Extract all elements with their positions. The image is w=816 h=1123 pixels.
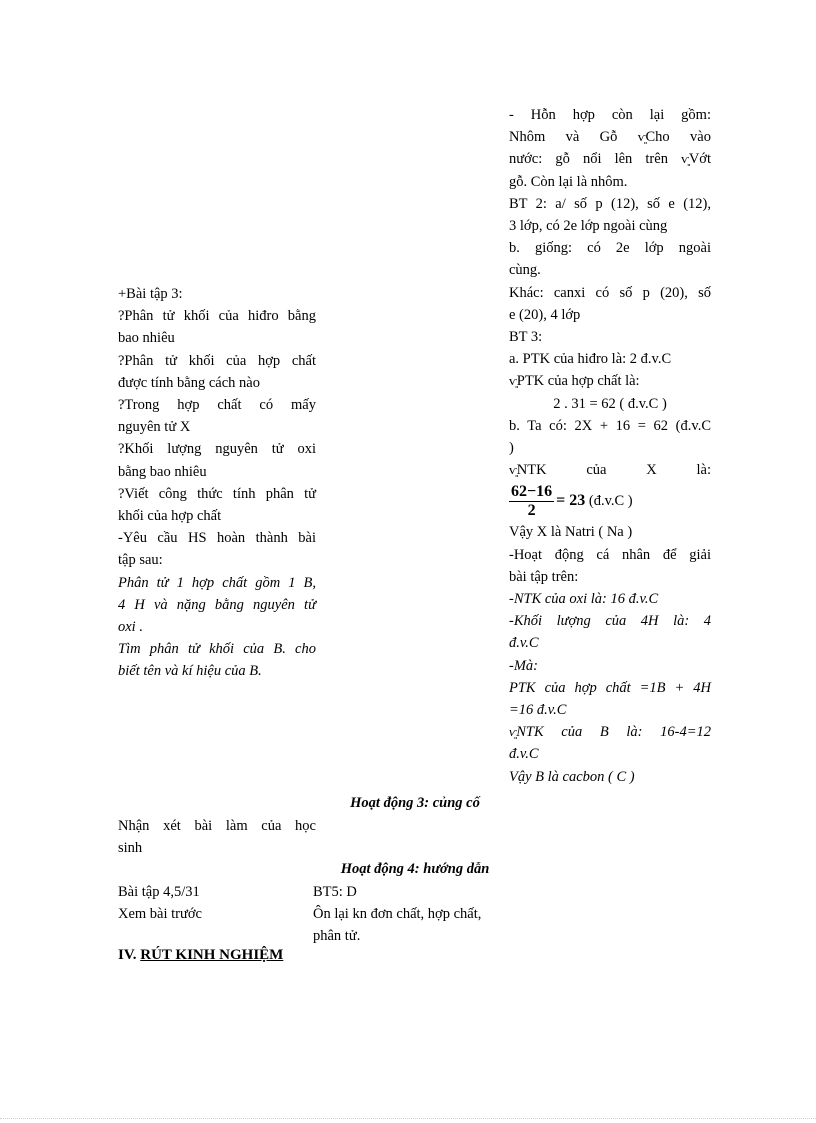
answer-line: ) (509, 440, 514, 457)
answer-line: gỗ. Còn lại là nhôm. (509, 173, 628, 190)
answer-line: 2 . 31 = 62 ( đ.v.C ) (553, 395, 667, 412)
answer-line: đ.v.C (509, 635, 539, 652)
question-line: ?Viết công thức tính phân tử (118, 485, 316, 502)
activity-4-left-1: Bài tập 4,5/31 (118, 884, 200, 900)
answer-line: =16 đ.v.C (509, 702, 567, 719)
fraction-numerator: 62−16 (511, 483, 553, 501)
exercise-3-label: +Bài tập 3: (118, 286, 183, 302)
answer-line: ⱱ͈NTK của B là: 16-4=12 (509, 724, 711, 741)
answer-line: BT 3: (509, 329, 543, 346)
answer-line: PTK của hợp chất =1B + 4H (509, 679, 711, 696)
arrow-icon: ⱱ͈ (509, 373, 517, 389)
problem-line: oxi . (118, 619, 143, 636)
activity-4-right-2 (313, 903, 523, 947)
answer-line: cùng. (509, 262, 541, 279)
problem-line: biết tên và kí hiệu của B. (118, 663, 262, 680)
left-column-teacher-activities (118, 283, 316, 683)
answer-line: -Hoạt động cá nhân để giải (509, 546, 711, 563)
question-line: nguyên tử X (118, 419, 191, 436)
fraction-line (509, 483, 711, 520)
instruction-line: -Yêu cầu HS hoàn thành bài (118, 530, 316, 547)
arrow-icon: ⱱ͈ (509, 462, 517, 478)
section-iv-heading: IV. RÚT KINH NGHIỆM (118, 947, 284, 963)
answer-line: b. Ta có: 2X + 16 = 62 (đ.v.C (509, 417, 711, 434)
answer-line: -Khối lượng của 4H là: 4 (509, 613, 711, 630)
activity-4-line: Ôn lại kn đơn chất, hợp chất, (313, 906, 482, 922)
answer-line: Khác: canxi có số p (20), số (509, 284, 711, 301)
question-line: ?Phân tử khối của hiđro bằng (118, 308, 316, 325)
answer-line: e (20), 4 lớp (509, 306, 581, 323)
instruction-line: tập sau: (118, 552, 163, 569)
question-line: khối của hợp chất (118, 508, 222, 525)
answer-line: - Hỗn hợp còn lại gồm: (509, 107, 711, 123)
right-column-student-activities (509, 104, 711, 788)
page-bottom-divider (0, 1118, 816, 1119)
arrow-icon: ⱱ͈ (637, 129, 646, 145)
question-line: bằng bao nhiêu (118, 463, 207, 480)
activity-3-content (118, 815, 316, 859)
answer-line: -Mà: (509, 657, 538, 674)
answer-line: -NTK của oxi là: 16 đ.v.C (509, 591, 659, 608)
activity-4-right-1: BT5: D (313, 884, 357, 900)
activity-3-line: Nhận xét bài làm của học (118, 818, 316, 834)
problem-line: Tìm phân tử khối của B. cho (118, 641, 316, 658)
fraction (509, 483, 554, 520)
question-line: được tính bằng cách nào (118, 374, 260, 391)
answer-line: bài tập trên: (509, 568, 579, 585)
answer-line: Vậy B là cacbon ( C ) (509, 768, 635, 785)
answer-line: ⱱ͈NTK của X là: (509, 462, 712, 479)
activity-4-heading: Hoạt động 4: hướng dẫn (340, 861, 490, 877)
fraction-denominator: 2 (527, 502, 536, 520)
answer-line: Nhôm và Gỗ ⱱ͈Cho vào (509, 129, 711, 146)
answer-line: ⱱ͈PTK của hợp chất là: (509, 373, 640, 390)
activity-4-line: phân tử. (313, 928, 361, 945)
answer-line: a. PTK của hiđro là: 2 đ.v.C (509, 351, 672, 368)
answer-line: 3 lớp, có 2e lớp ngoài cùng (509, 218, 668, 235)
answer-line: BT 2: a/ số p (12), số e (12), (509, 195, 711, 212)
answer-line: nước: gỗ nổi lên trên ⱱ͈Vớt (509, 151, 711, 168)
answer-line: đ.v.C (509, 746, 539, 763)
fraction-unit: (đ.v.C ) (585, 493, 633, 510)
answer-line: Vậy X là Natri ( Na ) (509, 524, 633, 541)
activity-3-line: sinh (118, 840, 143, 857)
fraction-result: = 23 (556, 492, 586, 510)
question-line: ?Trong hợp chất có mấy (118, 397, 316, 414)
section-iv-title: RÚT KINH NGHIỆM (140, 947, 284, 963)
problem-line: 4 H và nặng bằng nguyên tử (118, 596, 316, 613)
activity-4-left-2: Xem bài trước (118, 906, 202, 922)
arrow-icon: ⱱ͈ (509, 724, 517, 740)
question-line: bao nhiêu (118, 330, 175, 347)
question-line: ?Phân tử khối của hợp chất (118, 352, 316, 369)
question-line: ?Khối lượng nguyên tử oxi (118, 441, 316, 458)
activity-3-heading: Hoạt động 3: củng cố (350, 795, 480, 811)
problem-line: Phân tử 1 hợp chất gồm 1 B, (118, 574, 316, 591)
answer-line: b. giống: có 2e lớp ngoài (509, 240, 711, 257)
arrow-icon: ⱱ͈ (681, 151, 689, 167)
